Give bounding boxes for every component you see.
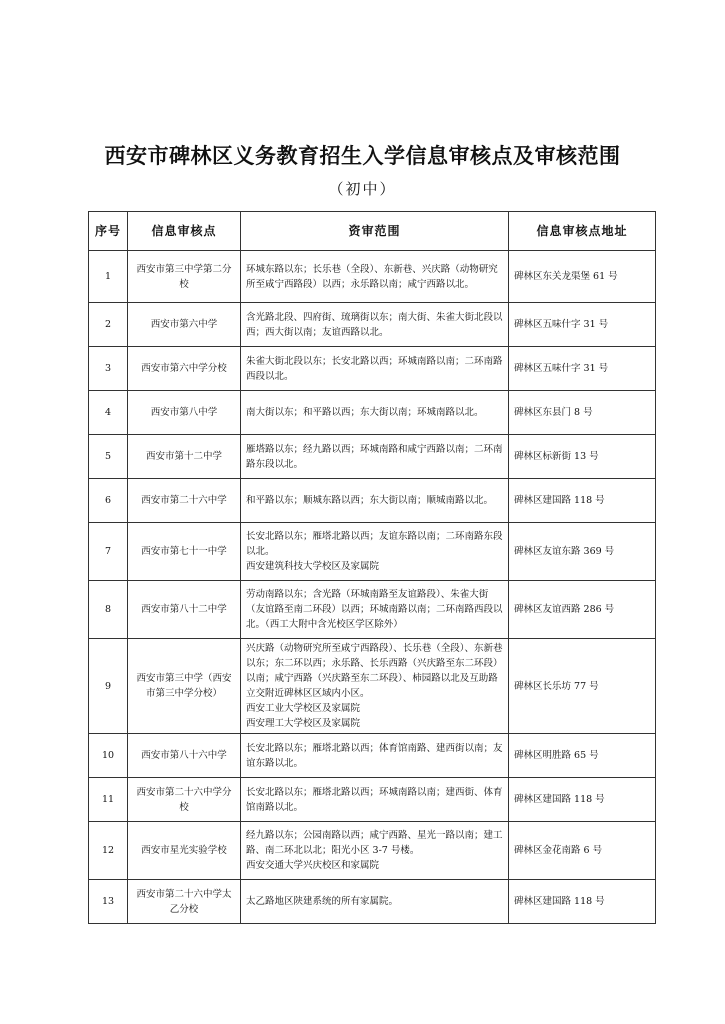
table-row (89, 778, 656, 822)
review-scope-line: 长安北路以东；雁塔北路以西；友谊东路以南；二环南路东段以北。 (246, 531, 503, 557)
review-scope (241, 435, 509, 479)
review-scope-line: 兴庆路（动物研究所至咸宁西路段）、长乐巷（全段）、东新巷以东；东二环以西；永乐路、长乐西路（兴庆路至东二环段）以南；咸宁西路（兴庆路至东二环段）、柿园路以北及互助路立交附近碑林区区域内小区。 (246, 643, 503, 699)
table-row (89, 822, 656, 880)
review-site-address: 碑林区友谊西路 286 号 (509, 581, 656, 639)
review-site-name: 西安市第八十六中学 (128, 734, 241, 778)
review-scope-line: 西安理工大学校区及家属院 (246, 718, 361, 729)
table-row (89, 303, 656, 347)
review-scope (241, 734, 509, 778)
review-scope-line: 西安建筑科技大学校区及家属院 (246, 561, 380, 572)
row-number: 11 (89, 778, 128, 822)
row-number: 9 (89, 639, 128, 734)
review-site-address: 碑林区东关龙渠堡 61 号 (509, 251, 656, 303)
review-site-name: 西安市第八十二中学 (128, 581, 241, 639)
review-scope-line: 含光路北段、四府街、琉璃街以东；南大街、朱雀大街北段以西；西大街以南；友谊西路以北。 (246, 311, 503, 338)
review-site-name: 西安市第六中学分校 (128, 347, 241, 391)
review-site-name: 西安市第十二中学 (128, 435, 241, 479)
review-site-name: 西安市第二十六中学 (128, 479, 241, 523)
table-row (89, 479, 656, 523)
header-no: 序号 (89, 212, 128, 251)
review-site-name: 西安市第二十六中学分校 (128, 778, 241, 822)
row-number: 3 (89, 347, 128, 391)
review-scope-line: 西安工业大学校区及家属院 (246, 703, 361, 714)
review-scope-line: 南大街以东；和平路以西；东大街以南；环城南路以北。 (246, 407, 484, 418)
review-scope (241, 251, 509, 303)
table-row (89, 523, 656, 581)
table-row (89, 391, 656, 435)
review-scope-line: 长安北路以东；雁塔北路以西；环城南路以南；建西街、体育馆南路以北。 (246, 786, 503, 813)
row-number: 12 (89, 822, 128, 880)
table-row (89, 734, 656, 778)
header-scope: 资审范围 (241, 212, 509, 251)
review-scope-line: 和平路以东；顺城东路以西；东大街以南；顺城南路以北。 (246, 495, 494, 506)
review-scope (241, 581, 509, 639)
review-site-address: 碑林区友谊东路 369 号 (509, 523, 656, 581)
review-site-address: 碑林区五味什字 31 号 (509, 347, 656, 391)
review-site-address: 碑林区五味什字 31 号 (509, 303, 656, 347)
row-number: 10 (89, 734, 128, 778)
review-scope-line: 环城东路以东；长乐巷（全段）、东新巷、兴庆路（动物研究所至咸宁西路段）以西；永乐路以南；咸宁西路以北。 (246, 263, 498, 290)
review-scope-line: 经九路以东；公园南路以西；咸宁西路、星光一路以南；建工路、南二环北以北；阳光小区 3-7 号楼。 (246, 830, 503, 856)
row-number: 5 (89, 435, 128, 479)
review-scope-line: 雁塔路以东；经九路以西；环城南路和咸宁西路以南；二环南路东段以北。 (246, 443, 503, 470)
table-row (89, 581, 656, 639)
review-site-address: 碑林区明胜路 65 号 (509, 734, 656, 778)
review-site-address: 碑林区长乐坊 77 号 (509, 639, 656, 734)
review-site-name: 西安市第八中学 (128, 391, 241, 435)
review-site-name: 西安市第二十六中学太乙分校 (128, 880, 241, 924)
table-row (89, 347, 656, 391)
row-number: 2 (89, 303, 128, 347)
review-scope-line: 太乙路地区陕建系统的所有家属院。 (246, 896, 399, 907)
review-site-address: 碑林区建国路 118 号 (509, 479, 656, 523)
review-site-name: 西安市第六中学 (128, 303, 241, 347)
review-site-name: 西安市星光实验学校 (128, 822, 241, 880)
header-site: 信息审核点 (128, 212, 241, 251)
table-row (89, 639, 656, 734)
row-number: 8 (89, 581, 128, 639)
row-number: 13 (89, 880, 128, 924)
table-body (89, 251, 656, 924)
review-scope (241, 303, 509, 347)
header-address: 信息审核点地址 (509, 212, 656, 251)
review-scope (241, 391, 509, 435)
row-number: 7 (89, 523, 128, 581)
row-number: 4 (89, 391, 128, 435)
review-site-address: 碑林区东县门 8 号 (509, 391, 656, 435)
table-row (89, 435, 656, 479)
review-scope (241, 778, 509, 822)
review-site-name: 西安市第七十一中学 (128, 523, 241, 581)
table-header-row (89, 212, 656, 251)
review-scope (241, 347, 509, 391)
review-scope-line: 劳动南路以东；含光路（环城南路至友谊路段）、朱雀大街（友谊路至南二环段）以西；环城南路以南；二环南路西段以北。（西工大附中含光校区学区除外） (246, 589, 503, 630)
page-title: 西安市碑林区义务教育招生入学信息审核点及审核范围 (104, 144, 621, 168)
row-number: 6 (89, 479, 128, 523)
review-site-address: 碑林区建国路 118 号 (509, 880, 656, 924)
review-scope-line: 西安交通大学兴庆校区和家属院 (246, 860, 380, 871)
review-site-address: 碑林区标新街 13 号 (509, 435, 656, 479)
review-scope (241, 639, 509, 734)
review-scope (241, 822, 509, 880)
review-sites-table (88, 211, 656, 924)
review-scope (241, 880, 509, 924)
page-subtitle: （初中） (328, 180, 397, 198)
review-scope (241, 479, 509, 523)
table-row (89, 251, 656, 303)
review-scope (241, 523, 509, 581)
review-site-address: 碑林区金花南路 6 号 (509, 822, 656, 880)
review-site-name: 西安市第三中学（西安市第三中学分校） (128, 639, 241, 734)
review-site-name: 西安市第三中学第二分校 (128, 251, 241, 303)
table-row (89, 880, 656, 924)
row-number: 1 (89, 251, 128, 303)
review-scope-line: 朱雀大街北段以东；长安北路以西；环城南路以南；二环南路西段以北。 (246, 355, 503, 382)
review-site-address: 碑林区建国路 118 号 (509, 778, 656, 822)
review-scope-line: 长安北路以东；雁塔北路以西；体育馆南路、建西街以南；友谊东路以北。 (246, 742, 503, 769)
